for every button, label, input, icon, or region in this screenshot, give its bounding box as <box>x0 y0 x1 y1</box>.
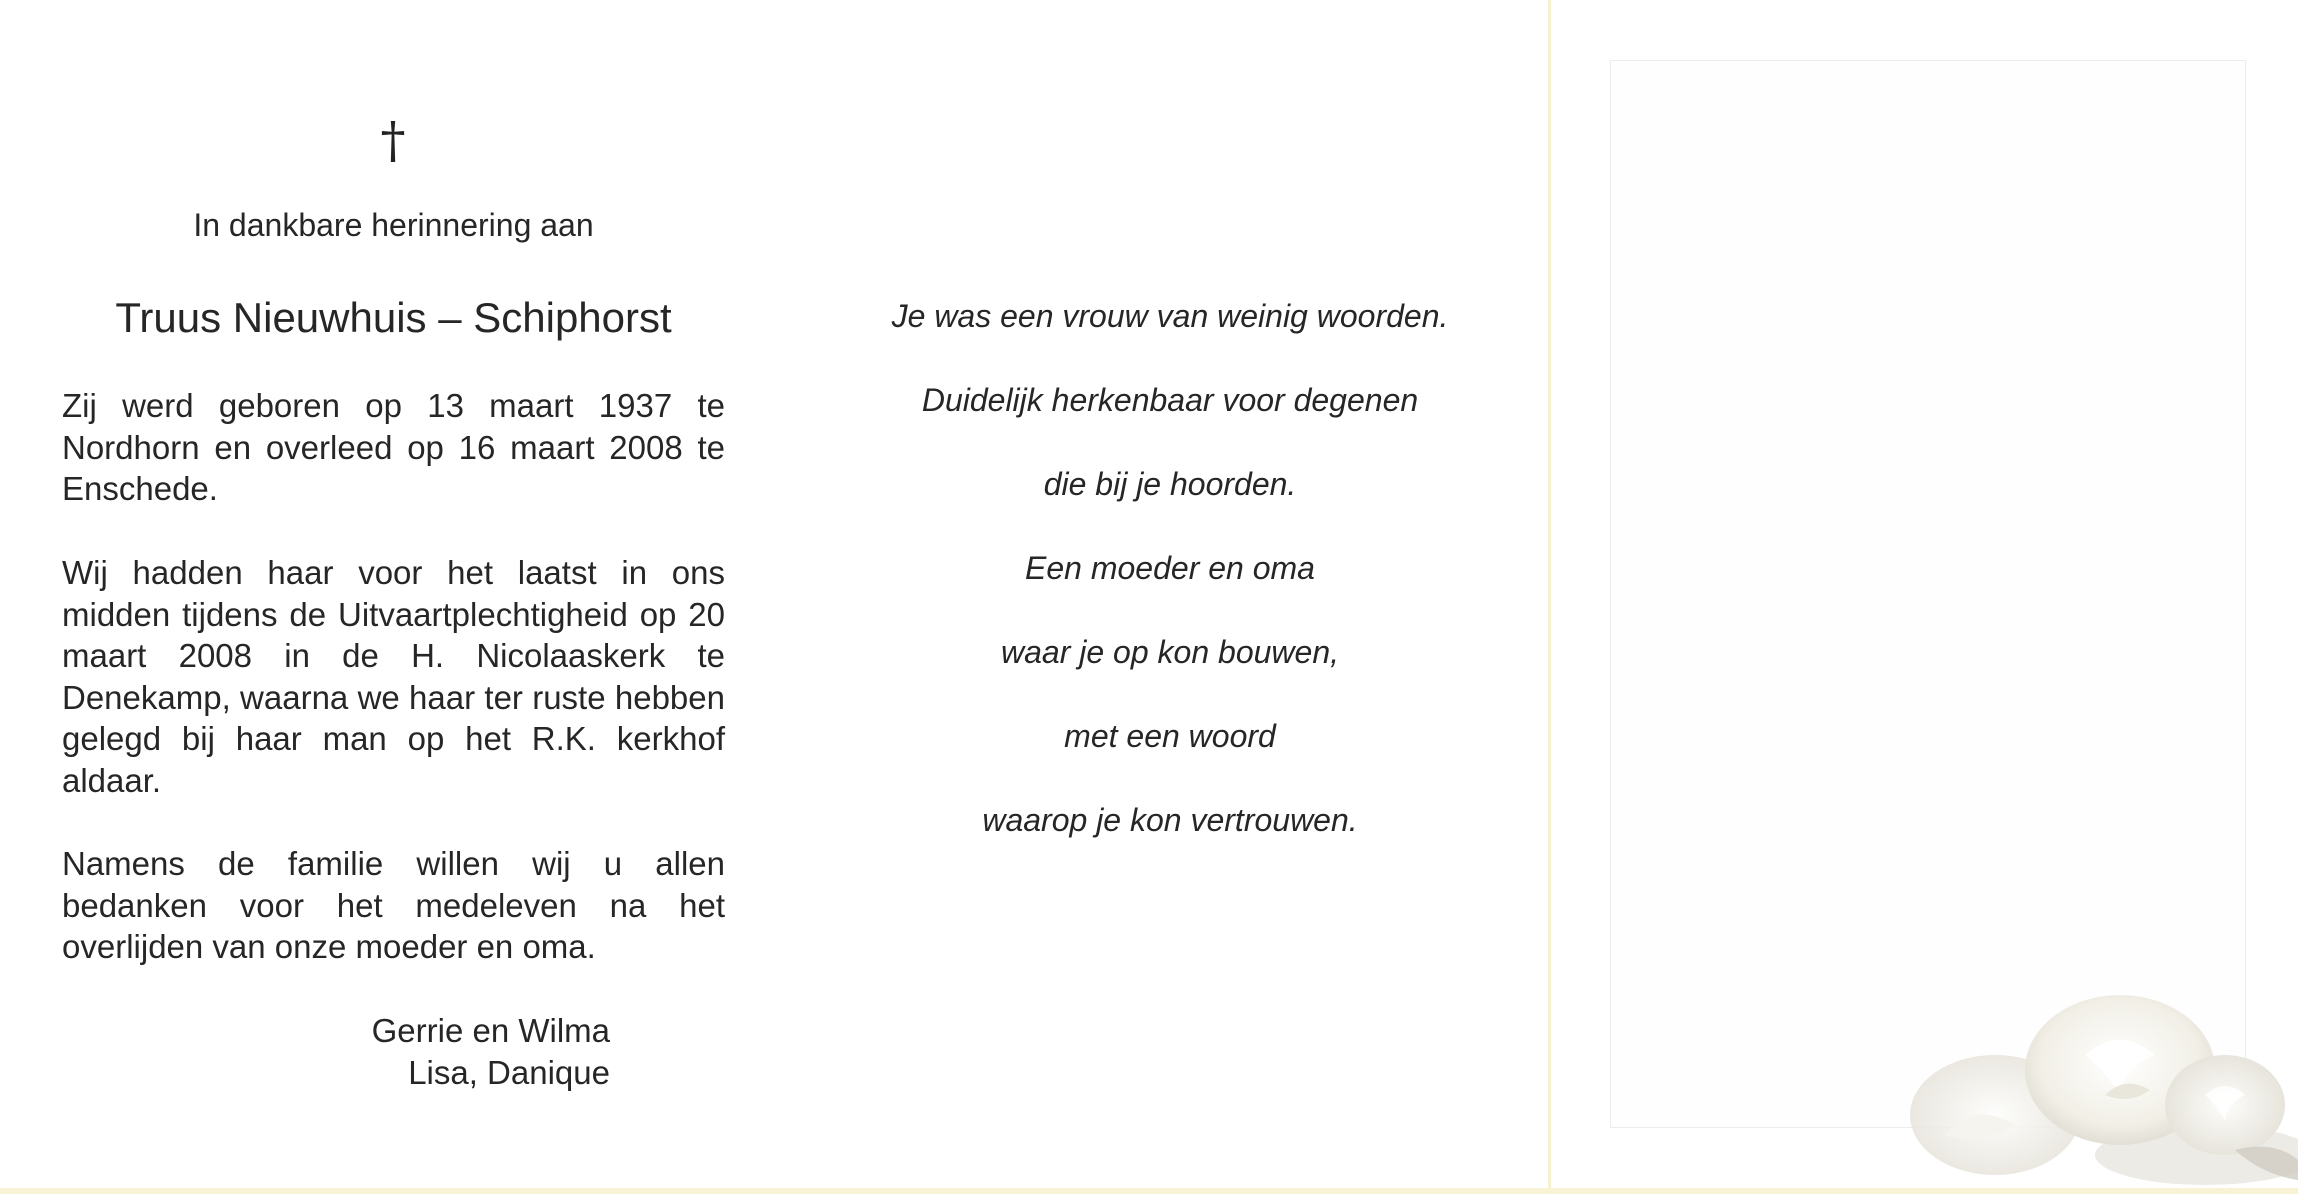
thanks-paragraph: Namens de familie willen wij u allen bedanken voor het medeleven na het overlijden van onze moeder en oma. <box>62 845 725 965</box>
poem-line: waar je op kon bouwen, <box>1001 634 1339 670</box>
funeral-paragraph: Wij hadden haar voor het laatst in ons midden tijdens de Uitvaartplechtigheid op 20 maart 2008 in de H. Nicolaaskerk te Denekamp, waarna we haar ter ruste hebben gelegd bij haar man op het R.K. kerkhof aldaar. <box>62 554 725 799</box>
card-bottom-edge <box>0 1188 2298 1194</box>
intro-text: In dankbare herinnering aan <box>193 207 594 243</box>
poem-line: Een moeder en oma <box>1025 550 1315 586</box>
cross-icon: † <box>380 111 406 169</box>
photo-frame <box>1610 60 2246 1128</box>
signature-line: Gerrie en Wilma <box>371 1012 610 1049</box>
deceased-name: Truus Nieuwhuis – Schiphorst <box>115 294 672 341</box>
poem <box>820 295 1520 883</box>
poem-line: waarop je kon vertrouwen. <box>982 802 1358 838</box>
poem-line: Duidelijk herkenbaar voor degenen <box>921 382 1419 418</box>
poem-line: Je was een vrouw van weinig woorden. <box>891 298 1449 334</box>
signature-line: Lisa, Danique <box>408 1053 610 1091</box>
family-signature <box>300 1010 610 1093</box>
birth-death-paragraph: Zij werd geboren op 13 maart 1937 te Nordhorn en overleed op 16 maart 2008 te Enschede. <box>62 387 725 507</box>
poem-line: die bij je hoorden. <box>1043 466 1297 502</box>
poem-line: met een woord <box>1064 718 1276 754</box>
white-roses-icon <box>1905 985 2298 1190</box>
